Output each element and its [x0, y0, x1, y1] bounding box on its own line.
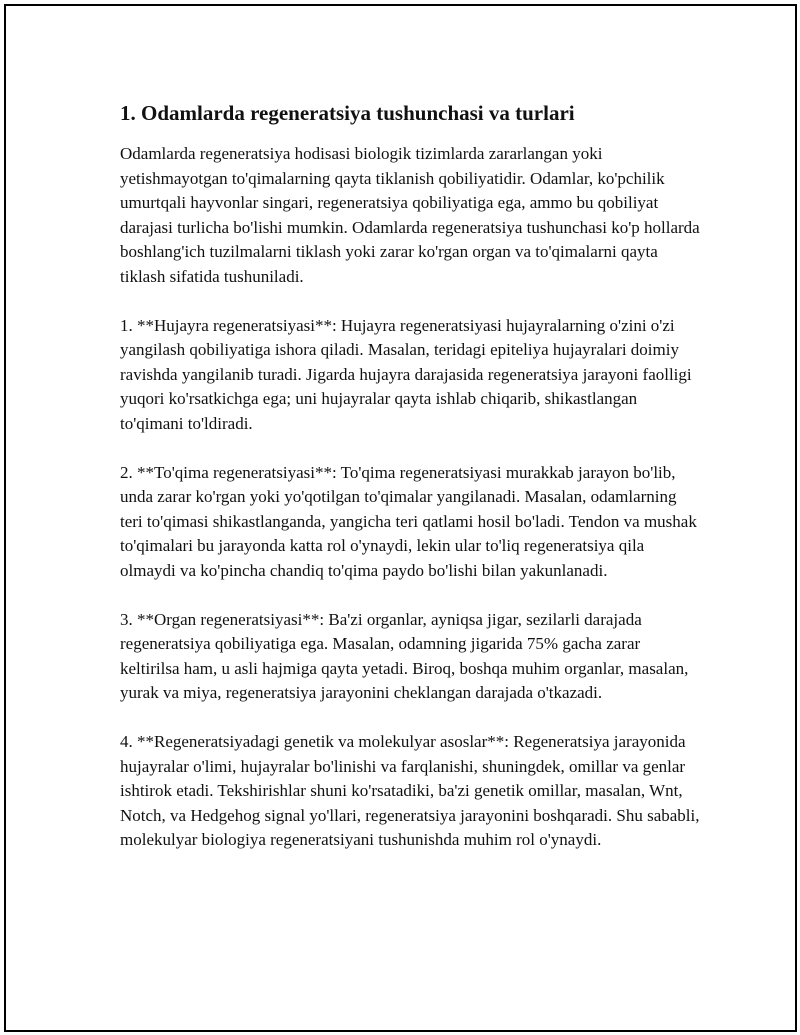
- genetic-basis-paragraph: 4. **Regeneratsiyadagi genetik va molekulyar asoslar**: Regeneratsiya jarayonida hujayralar o'limi, hujayralar bo'linishi va farqlanishi, shuningdek, omillar va genlar ishtirok etadi. Tekshirishlar shuni ko'rsatadiki, ba'zi genetik omillar, masalan, Wnt, Notch, va Hedgehog signal yo'llari, regeneratsiya jarayonini boshqaradi. Shu sababli, molekulyar biologiya regeneratsiyani tushunishda muhim rol o'ynaydi.: [120, 732, 700, 849]
- organ-regeneration-paragraph: 3. **Organ regeneratsiyasi**: Ba'zi organlar, ayniqsa jigar, sezilarli darajada regeneratsiya qobiliyatiga ega. Masalan, odamning jigarida 75% gacha zarar keltirilsa ham, u asli hajmiga qayta yetadi. Biroq, boshqa muhim organlar, masalan, yurak va miya, regeneratsiya jarayonini cheklangan darajada o'tkazadi.: [120, 609, 689, 702]
- page-frame: [4, 4, 797, 1032]
- tissue-regeneration-paragraph: 2. **To'qima regeneratsiyasi**: To'qima regeneratsiyasi murakkab jarayon bo'lib, unda zarar ko'rgan yoki yo'qotilgan to'qimalar yangilanadi. Masalan, odamlarning teri to'qimasi shikastlanganda, yangicha teri qatlami hosil bo'ladi. Tendon va mushak to'qimalari bu jarayonda katta rol o'ynaydi, lekin ular to'liq regeneratsiya qila olmaydi va ko'pincha chandiq to'qima paydo bo'lishi bilan yakunlanadi.: [120, 462, 697, 580]
- cell-regeneration-paragraph: 1. **Hujayra regeneratsiyasi**: Hujayra regeneratsiyasi hujayralarning o'zini o'zi yangilash qobiliyatiga ishora qiladi. Masalan, teridagi epiteliya hujayralari doimiy ravishda yangilanib turadi. Jigarda hujayra darajasida regeneratsiya jarayoni faolligi yuqori ko'rsatkichga ega; uni hujayralar qayta ishlab chiqarib, shikastlangan to'qimani to'ldiradi.: [120, 315, 692, 433]
- document-title: 1. Odamlarda regeneratsiya tushunchasi va turlari: [120, 101, 575, 125]
- intro-paragraph: Odamlarda regeneratsiya hodisasi biologik tizimlarda zararlangan yoki yetishmayotgan to'qimalarning qayta tiklanish qobiliyatidir. Odamlar, ko'pchilik umurtqali hayvonlar singari, regeneratsiya qobiliyatiga ega, ammo bu qobiliyat darajasi turlicha bo'lishi mumkin. Odamlarda regeneratsiya tushunchasi ko'p hollarda boshlang'ich tuzilmalarni tiklash yoki zarar ko'rgan organ va to'qimalarni qayta tiklash sifatida tushuniladi.: [120, 144, 700, 286]
- document-body: [120, 101, 700, 877]
